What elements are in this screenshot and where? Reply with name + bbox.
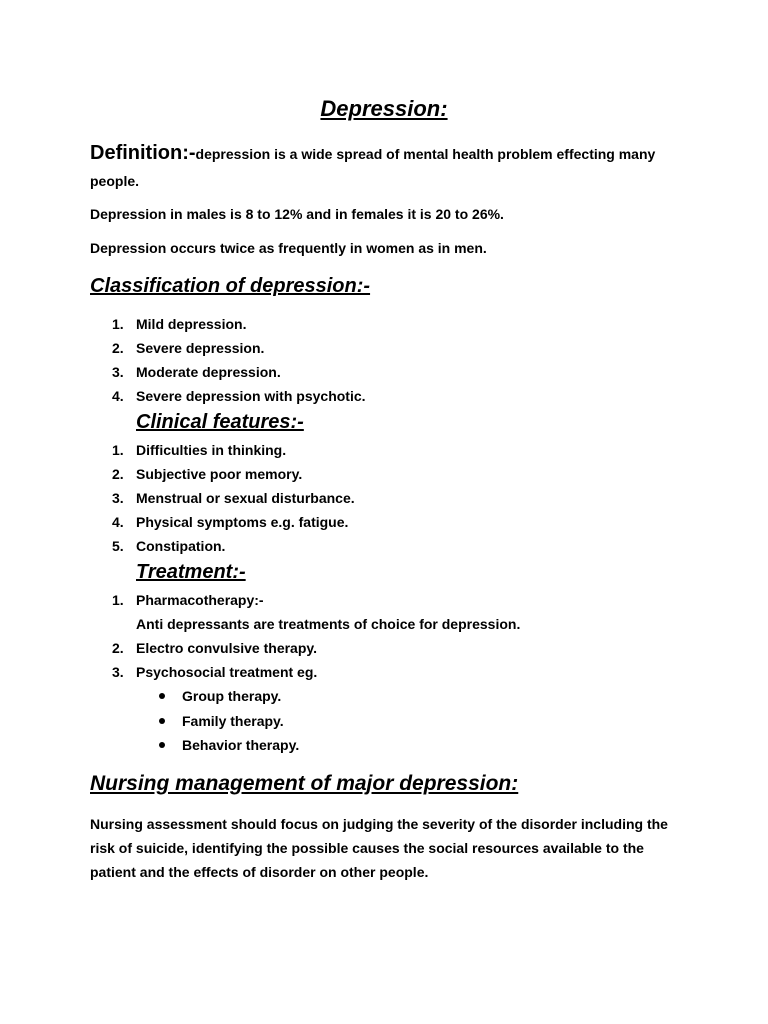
list-number: 5. <box>112 538 124 554</box>
list-number: 1. <box>112 316 124 332</box>
list-text: Mild depression. <box>136 316 247 332</box>
list-number: 2. <box>112 466 124 482</box>
bullet-item <box>136 733 690 758</box>
list-text: Severe depression. <box>136 340 265 356</box>
list-text: Constipation. <box>136 538 226 554</box>
frequency-line: Depression occurs twice as frequently in women as in men. <box>90 240 487 256</box>
list-item <box>90 438 690 462</box>
list-item <box>90 588 690 636</box>
list-item <box>90 462 690 486</box>
list-number: 3. <box>112 364 124 380</box>
clinical-list <box>90 438 690 558</box>
definition-term: Definition:- <box>90 142 196 164</box>
therapy-bullets <box>136 684 690 758</box>
list-text: Moderate depression. <box>136 364 281 380</box>
list-item <box>90 534 690 558</box>
definition-text: depression is a wide spread of mental health problem effecting many people. <box>90 146 656 189</box>
list-text: Electro convulsive therapy. <box>136 640 318 656</box>
list-text: Subjective poor memory. <box>136 466 303 482</box>
nursing-paragraph: Nursing assessment should focus on judging the severity of the disorder including the risk of suicide, identifying the possible causes the social resources available to the patient and the effects of disorder on other people. <box>90 816 668 880</box>
list-text: Physical symptoms e.g. fatigue. <box>136 514 349 530</box>
list-number: 3. <box>112 490 124 506</box>
list-item <box>90 636 690 660</box>
definition-paragraph <box>90 140 690 195</box>
list-item <box>90 312 690 336</box>
list-item <box>90 384 690 408</box>
bullet-dot <box>159 718 165 724</box>
list-item <box>90 510 690 534</box>
bullet-text: Family therapy. <box>182 712 284 729</box>
list-item <box>90 360 690 384</box>
bullet-item <box>136 684 690 709</box>
stats-line: Depression in males is 8 to 12% and in females it is 20 to 26%. <box>90 206 504 222</box>
list-number: 1. <box>112 442 124 458</box>
classification-heading: Classification of depression:- <box>90 275 371 297</box>
list-text: Menstrual or sexual disturbance. <box>136 490 355 506</box>
treatment-heading: Treatment:- <box>136 561 246 583</box>
list-number: 4. <box>112 514 124 530</box>
list-number: 3. <box>112 664 124 680</box>
bullet-item <box>136 709 690 734</box>
list-text: Pharmacotherapy:- <box>136 592 264 608</box>
list-text: Severe depression with psychotic. <box>136 388 366 404</box>
list-number: 1. <box>112 592 124 608</box>
list-subtext: Anti depressants are treatments of choice for depression. <box>136 616 521 632</box>
list-item <box>90 336 690 360</box>
page-title: Depression: <box>320 96 448 121</box>
nursing-heading: Nursing management of major depression: <box>90 772 519 795</box>
list-number: 4. <box>112 388 124 404</box>
bullet-dot <box>159 742 165 748</box>
bullet-text: Group therapy. <box>182 688 282 704</box>
bullet-dot <box>159 693 165 699</box>
treatment-list <box>90 588 690 758</box>
list-number: 2. <box>112 640 124 656</box>
classification-list <box>90 312 690 408</box>
list-item <box>90 486 690 510</box>
bullet-text: Behavior therapy. <box>182 737 300 753</box>
list-number: 2. <box>112 340 124 356</box>
list-text: Difficulties in thinking. <box>136 442 287 458</box>
list-text: Psychosocial treatment eg. <box>136 664 318 680</box>
list-item <box>90 660 690 758</box>
clinical-heading: Clinical features:- <box>136 411 304 433</box>
